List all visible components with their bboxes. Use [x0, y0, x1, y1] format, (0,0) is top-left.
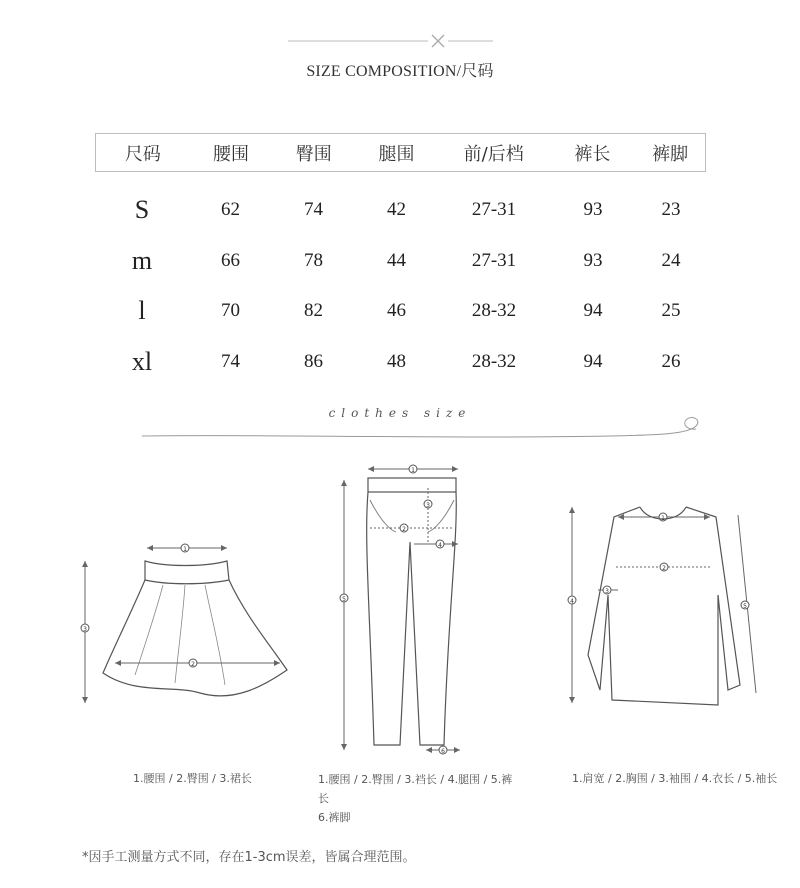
- svg-text:3: 3: [605, 588, 609, 595]
- measurement-footnote: *因手工测量方式不同，存在1-3cm误差，皆属合理范围。: [82, 850, 416, 865]
- cell-waist: 70: [221, 300, 240, 322]
- clothes-size-label: clothes size: [328, 406, 472, 420]
- cell-waist: 74: [221, 350, 240, 372]
- table-header-row: [95, 133, 706, 172]
- cell-size: m: [131, 245, 153, 275]
- header-ornament: [288, 30, 493, 52]
- table-row: [95, 236, 706, 287]
- pants-caption-line-2: 6.裤脚: [318, 811, 351, 824]
- cell-rise: 28-32: [471, 300, 517, 322]
- skirt-diagram: [75, 535, 300, 715]
- cell-rise: 27-31: [471, 199, 517, 221]
- handwritten-divider-line: [140, 412, 705, 444]
- pants-diagram: [330, 460, 470, 760]
- svg-text:6: 6: [441, 748, 445, 755]
- svg-text:3: 3: [83, 626, 87, 633]
- svg-text:5: 5: [743, 603, 747, 610]
- cell-hem: 25: [661, 300, 681, 322]
- close-x-icon: [432, 35, 444, 47]
- table-row: [95, 185, 706, 236]
- pants-caption-line-1: 1.腰围 / 2.臀围 / 3.裆长 / 4.腿围 / 5.裤长: [318, 773, 513, 805]
- cell-size: S: [134, 195, 150, 225]
- svg-text:5: 5: [342, 596, 346, 603]
- header-cell-size: 尺码: [124, 143, 161, 165]
- shirt-diagram: [560, 495, 765, 715]
- cell-length: 94: [583, 300, 603, 322]
- cell-rise: 27-31: [471, 249, 517, 271]
- shirt-caption: 1.肩宽 / 2.胸围 / 3.袖围 / 4.衣长 / 5.袖长: [572, 772, 778, 785]
- svg-text:1: 1: [661, 515, 665, 522]
- cell-hip: 74: [304, 199, 323, 221]
- header-cell-length: 裤长: [574, 143, 611, 165]
- cell-length: 93: [583, 249, 603, 271]
- skirt-caption: 1.腰围 / 2.臀围 / 3.裙长: [133, 772, 252, 785]
- header-cell-hip: 臀围: [295, 143, 332, 165]
- size-table: [95, 133, 706, 387]
- header-cell-waist: 腰围: [213, 143, 250, 165]
- svg-text:3: 3: [426, 502, 430, 509]
- cell-size: xl: [131, 346, 153, 376]
- header-cell-rise: 前/后档: [463, 143, 524, 165]
- svg-text:4: 4: [438, 542, 442, 549]
- svg-text:2: 2: [191, 661, 195, 668]
- cell-hip: 86: [304, 350, 323, 372]
- cell-hip: 82: [304, 300, 323, 322]
- cell-hem: 26: [661, 350, 681, 372]
- cell-hem: 24: [661, 249, 681, 271]
- svg-text:1: 1: [411, 467, 415, 474]
- section-title: SIZE COMPOSITION/尺码: [306, 63, 494, 80]
- cell-waist: 62: [221, 199, 240, 221]
- pants-caption: [318, 770, 518, 827]
- table-body: [95, 185, 706, 387]
- header-cell-hem: 裤脚: [652, 143, 689, 165]
- table-row: [95, 286, 706, 337]
- cell-thigh: 44: [387, 249, 406, 271]
- cell-size: l: [138, 296, 146, 326]
- table-row: [95, 337, 706, 388]
- svg-text:4: 4: [570, 598, 574, 605]
- svg-text:2: 2: [402, 526, 406, 533]
- cell-waist: 66: [221, 249, 240, 271]
- cell-rise: 28-32: [471, 350, 517, 372]
- svg-text:2: 2: [662, 565, 666, 572]
- cell-length: 93: [583, 199, 603, 221]
- cell-hip: 78: [304, 249, 323, 271]
- svg-text:1: 1: [183, 546, 187, 553]
- cell-hem: 23: [661, 199, 681, 221]
- cell-thigh: 46: [387, 300, 406, 322]
- cell-length: 94: [583, 350, 603, 372]
- cell-thigh: 48: [387, 350, 406, 372]
- header-cell-thigh: 腿围: [378, 143, 415, 165]
- cell-thigh: 42: [387, 199, 406, 221]
